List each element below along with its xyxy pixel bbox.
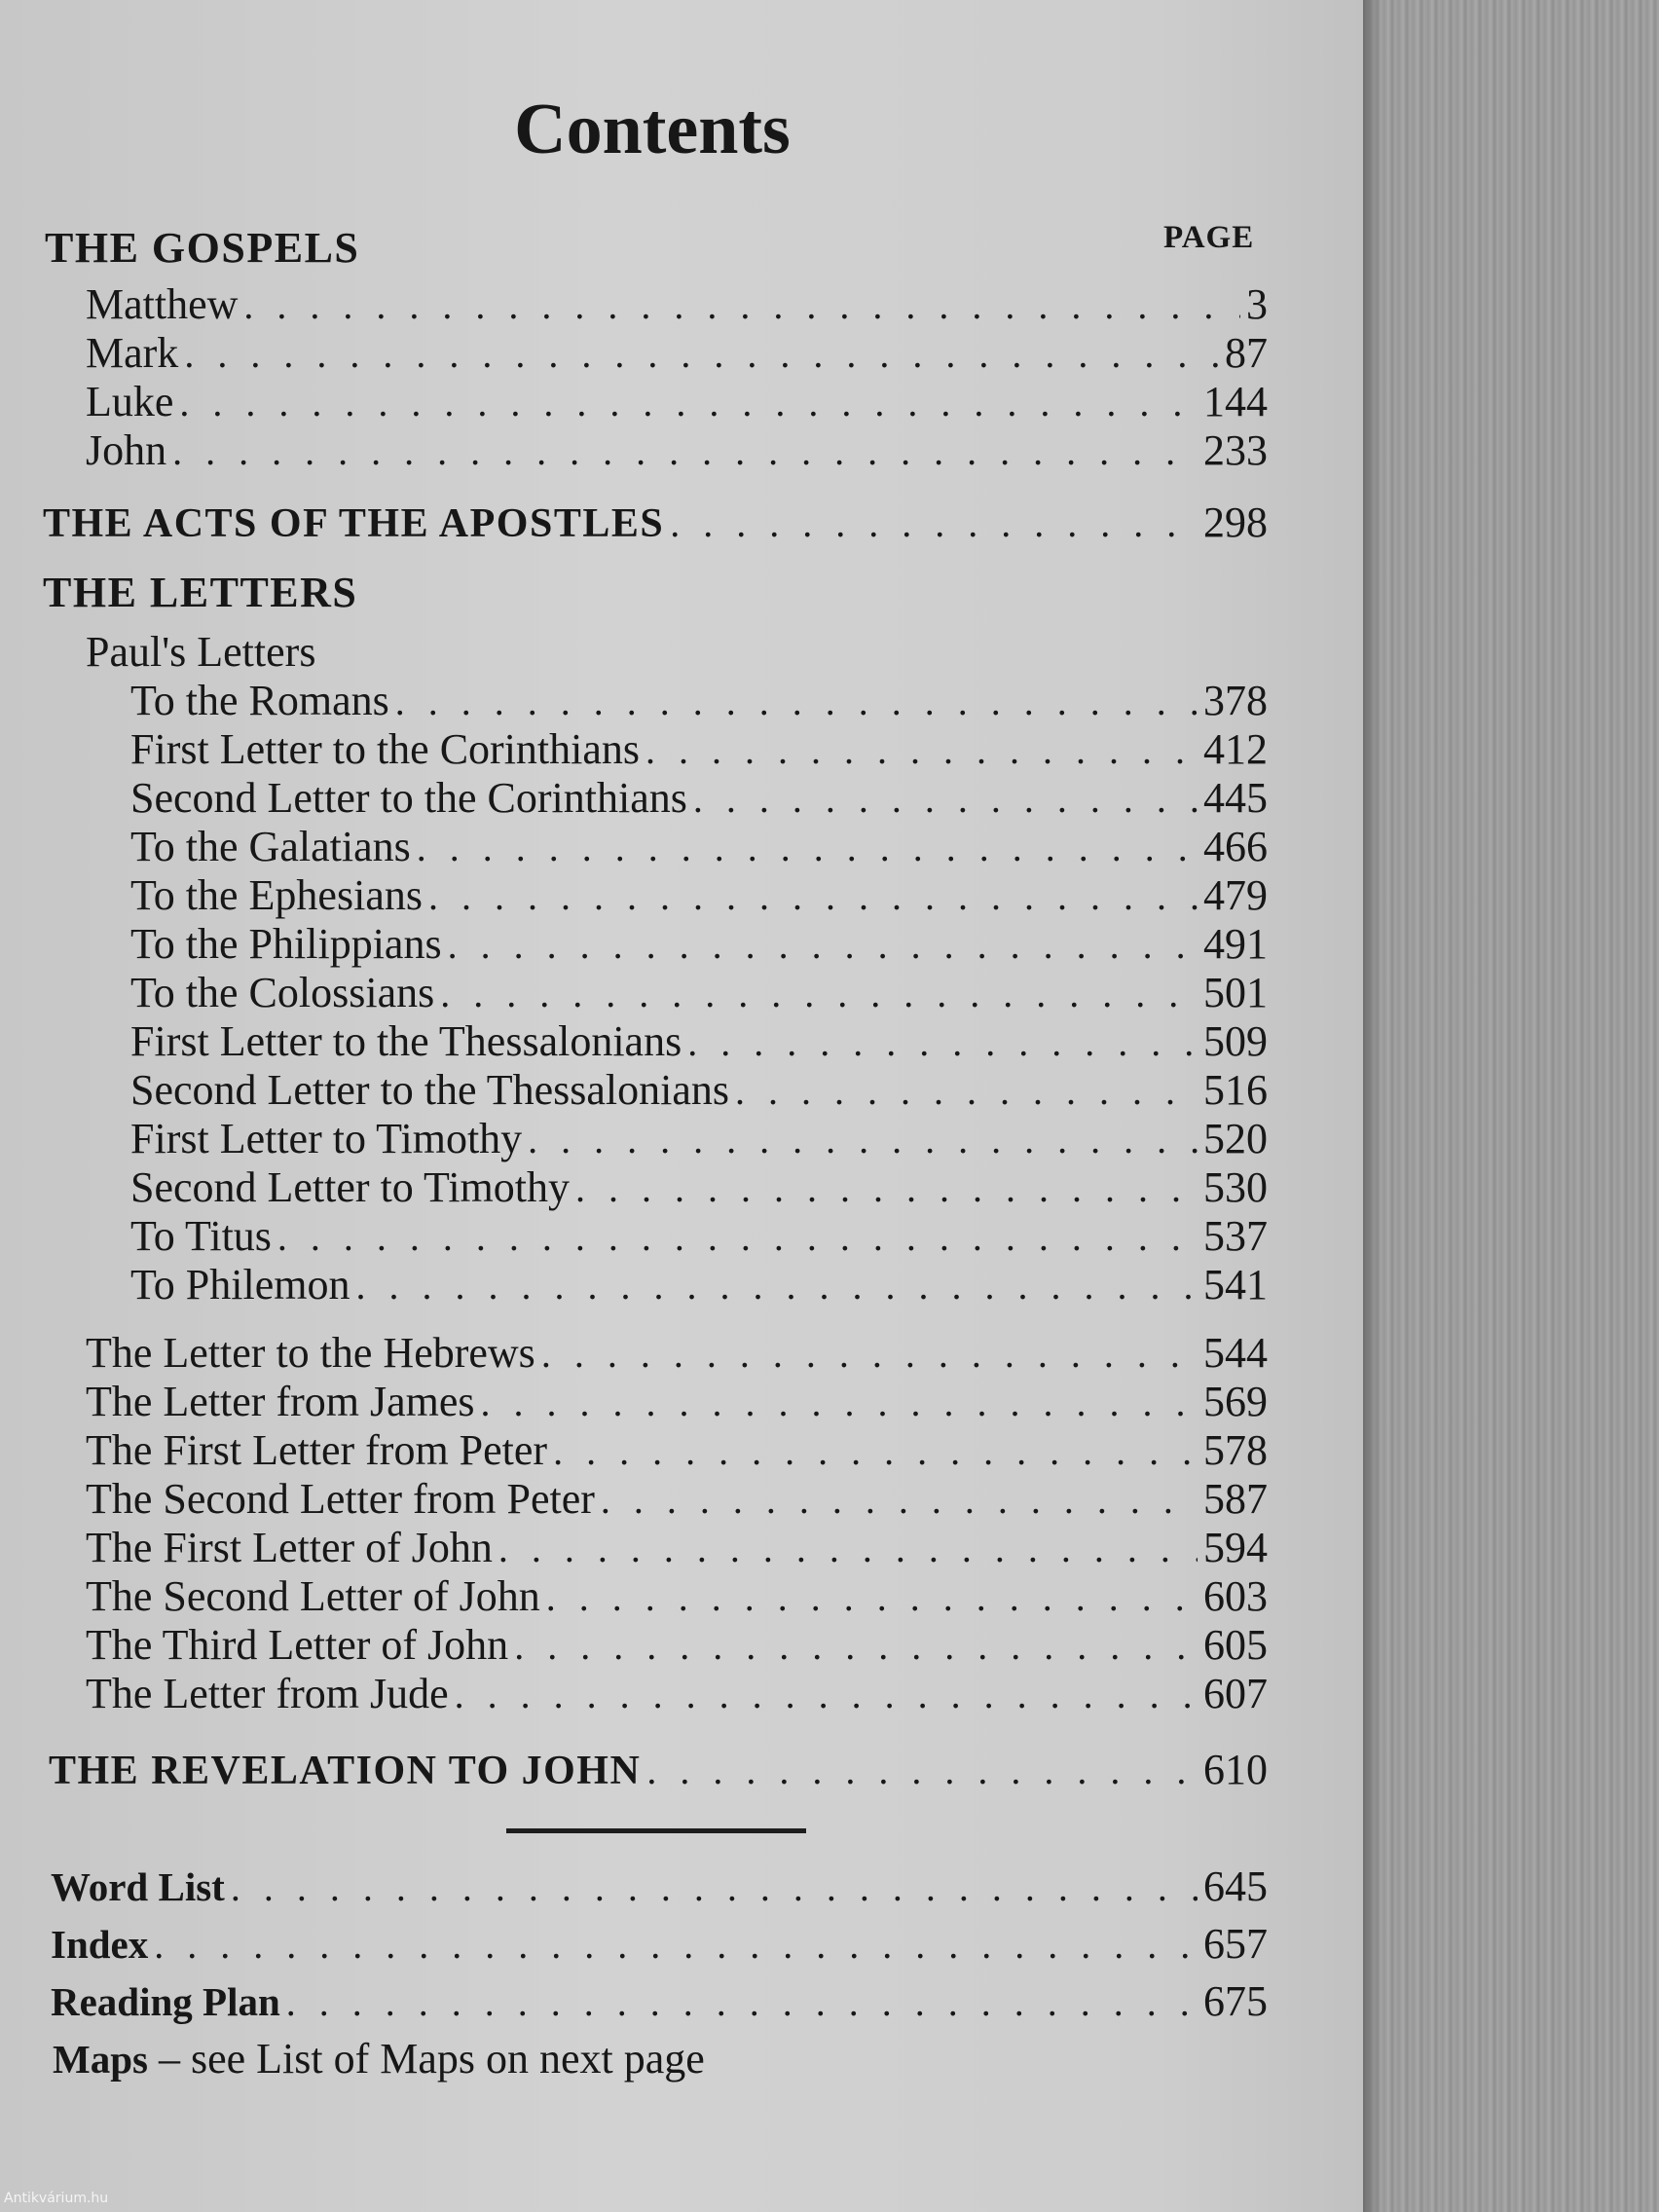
toc-entry-label: First Letter to Timothy (130, 1115, 523, 1162)
toc-entry-label: Second Letter to Timothy (130, 1163, 570, 1211)
dot-leader (528, 1116, 1198, 1164)
book-page-edges (1363, 0, 1659, 2212)
maps-note-text: – see List of Maps on next page (147, 2035, 705, 2083)
toc-entry (0, 1378, 1268, 1426)
toc-entry-back-matter (0, 1920, 1268, 1969)
dot-leader (184, 330, 1219, 379)
toc-entry-page: 544 (1203, 1329, 1268, 1377)
dot-leader (455, 1671, 1198, 1719)
toc-entry-page: 3 (1246, 280, 1268, 328)
dot-leader (693, 775, 1198, 824)
toc-entry (0, 1670, 1268, 1718)
toc-entry-page: 491 (1203, 920, 1268, 968)
toc-entry-label: To Philemon (130, 1261, 350, 1309)
toc-entry-label: To the Philippians (130, 920, 442, 968)
toc-entry-page: 412 (1203, 725, 1268, 773)
dot-leader (735, 1067, 1198, 1116)
toc-entry-page: 87 (1225, 329, 1268, 377)
toc-entry (0, 823, 1268, 871)
toc-entry (0, 1524, 1268, 1572)
toc-entry (0, 1426, 1268, 1475)
dot-leader (154, 1921, 1198, 1970)
toc-entry-label: The First Letter from Peter (86, 1426, 548, 1474)
dot-leader (231, 1863, 1198, 1912)
dot-leader (440, 970, 1198, 1018)
toc-entry-label: First Letter to the Thessalonians (130, 1017, 682, 1065)
toc-entry-label: To the Colossians (130, 969, 435, 1016)
toc-entry (0, 871, 1268, 920)
dot-leader (498, 1525, 1198, 1573)
toc-entry (0, 1017, 1268, 1066)
toc-entry-label: First Letter to the Corinthians (130, 725, 641, 773)
toc-entry-page: 501 (1203, 969, 1268, 1016)
toc-entry (0, 1475, 1268, 1524)
toc-entry-page: 610 (1203, 1746, 1268, 1793)
toc-entry-label: To the Ephesians (130, 871, 423, 919)
dot-leader (687, 1018, 1198, 1067)
toc-entry-page: 607 (1203, 1670, 1268, 1717)
toc-entry-label: The First Letter of John (86, 1524, 493, 1571)
dot-leader (670, 499, 1198, 548)
toc-entry-page: 530 (1203, 1163, 1268, 1211)
toc-entry (0, 1163, 1268, 1212)
toc-entry-page: 675 (1203, 1977, 1268, 2025)
dot-leader (541, 1330, 1198, 1379)
toc-entry (0, 920, 1268, 969)
toc-entry-page: 657 (1203, 1920, 1268, 1968)
toc-entry (0, 1329, 1268, 1378)
dot-leader (286, 1978, 1198, 2027)
toc-entry (0, 1621, 1268, 1670)
toc-entry (0, 426, 1268, 475)
section-divider (506, 1828, 806, 1833)
toc-entry-label: Reading Plan (51, 1979, 280, 2024)
toc-entry-label: Index (51, 1922, 149, 1967)
toc-entry-back-matter (0, 1862, 1268, 1911)
dot-leader (179, 379, 1198, 427)
toc-entry-page: 569 (1203, 1378, 1268, 1425)
dot-leader (646, 1747, 1198, 1795)
toc-entry-label: Word List (51, 1864, 225, 1909)
dot-leader (172, 427, 1198, 476)
toc-entry-label: The Second Letter of John (86, 1572, 540, 1620)
toc-entry-label: The Letter from Jude (86, 1670, 449, 1717)
page-title: Contents (514, 90, 791, 169)
dot-leader (428, 872, 1198, 921)
toc-entry-back-matter (0, 1977, 1268, 2026)
dot-leader (575, 1164, 1198, 1213)
dot-leader (243, 281, 1240, 330)
section-heading-gospels: THE GOSPELS (45, 224, 360, 272)
toc-entry-label: THE ACTS OF THE APOSTLES (43, 501, 665, 546)
dot-leader (417, 824, 1198, 872)
toc-entry-page: 479 (1203, 871, 1268, 919)
toc-entry-page: 509 (1203, 1017, 1268, 1065)
toc-entry-page: 466 (1203, 823, 1268, 870)
toc-entry-label: Mark (86, 329, 179, 377)
toc-entry-page: 516 (1203, 1066, 1268, 1114)
toc-entry (0, 725, 1268, 774)
toc-entry-label: The Third Letter of John (86, 1621, 509, 1669)
maps-label: Maps (53, 2037, 148, 2082)
dot-leader (355, 1262, 1198, 1310)
toc-entry-page: 594 (1203, 1524, 1268, 1571)
toc-entry-label: To the Galatians (130, 823, 411, 870)
toc-entry-page: 298 (1203, 498, 1268, 546)
dot-leader (395, 678, 1198, 726)
toc-entry-page: 520 (1203, 1115, 1268, 1162)
toc-entry-label: To the Romans (130, 677, 389, 724)
toc-entry (0, 1066, 1268, 1115)
toc-entry-label: The Letter to the Hebrews (86, 1329, 535, 1377)
toc-entry-page: 541 (1203, 1261, 1268, 1309)
toc-entry-label: Matthew (86, 280, 239, 328)
toc-entry-page: 587 (1203, 1475, 1268, 1523)
toc-entry (0, 280, 1268, 329)
toc-entry (0, 1115, 1268, 1163)
toc-entry-revelation (0, 1746, 1268, 1794)
toc-entry-page: 645 (1203, 1862, 1268, 1910)
watermark: Antikvárium.hu (4, 2191, 109, 2206)
toc-entry-label: The Letter from James (86, 1378, 475, 1425)
toc-entry-label: THE REVELATION TO JOHN (49, 1749, 642, 1793)
toc-entry-page: 378 (1203, 677, 1268, 724)
toc-entry-label: John (86, 426, 167, 474)
dot-leader (448, 921, 1198, 970)
toc-entry (0, 378, 1268, 426)
page-column-label: PAGE (1163, 220, 1255, 255)
toc-entry-label: Second Letter to the Corinthians (130, 774, 687, 822)
toc-entry (0, 1261, 1268, 1309)
toc-entry-page: 233 (1203, 426, 1268, 474)
toc-entry-page: 445 (1203, 774, 1268, 822)
subsection-heading-pauls-letters: Paul's Letters (86, 628, 316, 676)
toc-entry (0, 1572, 1268, 1621)
toc-entry-acts (0, 498, 1268, 547)
toc-entry-page: 578 (1203, 1426, 1268, 1474)
dot-leader (553, 1427, 1198, 1476)
toc-entry-label: The Second Letter from Peter (86, 1475, 595, 1523)
section-heading-letters: THE LETTERS (43, 569, 358, 616)
dot-leader (546, 1573, 1198, 1622)
toc-entry-page: 603 (1203, 1572, 1268, 1620)
dot-leader (277, 1213, 1198, 1262)
toc-entry-page: 605 (1203, 1621, 1268, 1669)
dot-leader (514, 1622, 1198, 1671)
toc-entry-label: Second Letter to the Thessalonians (130, 1066, 730, 1114)
toc-entry (0, 774, 1268, 823)
dot-leader (481, 1379, 1198, 1427)
toc-entry-label: To Titus (130, 1212, 272, 1260)
toc-entry-label: Luke (86, 378, 174, 425)
toc-entry (0, 677, 1268, 725)
toc-entry (0, 1212, 1268, 1261)
toc-entry (0, 969, 1268, 1017)
toc-entry-page: 144 (1203, 378, 1268, 425)
dot-leader (601, 1476, 1198, 1525)
maps-note (53, 2035, 705, 2083)
toc-entry-page: 537 (1203, 1212, 1268, 1260)
toc-entry (0, 329, 1268, 378)
dot-leader (645, 726, 1198, 775)
